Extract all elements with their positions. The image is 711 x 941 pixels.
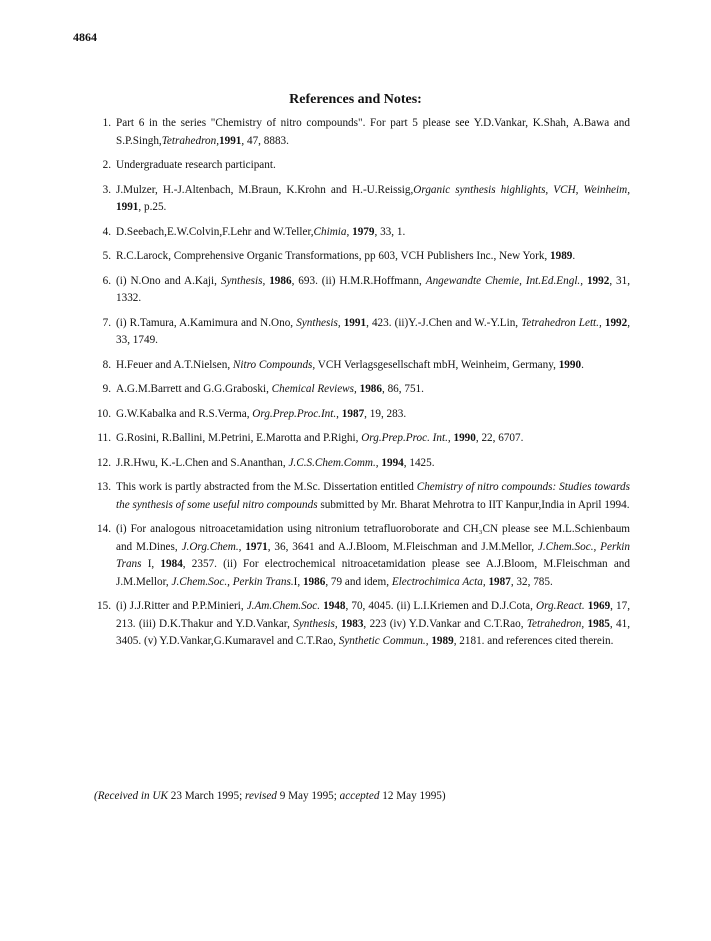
reference-text-segment: Synthesis, — [293, 617, 338, 630]
reference-item — [94, 479, 630, 514]
reference-text-segment: , 36, 3641 and A.J.Bloom, M.Fleischman and J.M.Mellor, — [267, 540, 538, 553]
reference-text-segment: , 423. (ii)Y.-J.Chen and W.-Y.Lin, — [366, 316, 522, 329]
reference-text-segment: , 2181. and references cited therein. — [453, 635, 614, 647]
reference-body — [116, 479, 630, 514]
reference-text-segment: , 79 and idem, — [325, 575, 392, 588]
reference-text-segment: 1992 — [586, 274, 610, 287]
reference-text-segment: Synthesis, — [220, 274, 266, 287]
reference-body — [116, 248, 630, 266]
reference-text-segment: . — [572, 250, 576, 262]
reference-text-segment: Tetrahedron Lett., — [521, 316, 602, 329]
reference-body — [116, 224, 630, 242]
reference-text-segment: 1948 — [323, 600, 346, 612]
reference-text-segment: (i) For analogous nitroacetamidation using nitronium tetrafluoroborate and CH₃CN please see M.L.Schienbaum and M.Dines, — [116, 523, 630, 553]
reference-text-segment: , 17, 213. (iii) D.K.Thakur and Y.D.Vankar, — [116, 600, 631, 630]
reference-text-segment: 1990 — [453, 432, 476, 444]
reference-text-segment: 1984 — [160, 558, 183, 570]
reference-text-segment: 12 May 1995) — [379, 790, 446, 802]
reference-body — [116, 455, 630, 473]
reference-body — [116, 182, 630, 217]
reference-text-segment: 1994 — [381, 456, 404, 469]
reference-item — [94, 406, 630, 424]
reference-text-segment: , 41, 3405. (v) Y.D.Vankar,G.Kumaravel and C.T.Rao, — [116, 617, 631, 647]
reference-text-segment: 1987 — [341, 407, 365, 420]
reference-item — [94, 430, 630, 448]
reference-number: 15. — [97, 600, 111, 612]
reference-body — [116, 521, 630, 591]
reference-text-segment: 23 March 1995; — [167, 790, 245, 802]
reference-item — [94, 521, 630, 591]
reference-text-segment: accepted — [339, 790, 380, 802]
reference-text-segment: J.Org.Chem., — [181, 540, 242, 553]
reference-text-segment: J.Mulzer, H.-J.Altenbach, M.Braun, K.Krohn and H.-U.Reissig, — [116, 183, 414, 196]
reference-text-segment: Org.Prep.Proc. Int., — [361, 432, 451, 444]
reference-body — [116, 115, 630, 150]
reference-body — [116, 273, 630, 308]
reference-body — [116, 598, 630, 651]
reference-item — [94, 157, 630, 175]
reference-text-segment: Synthetic Commun., — [338, 635, 429, 647]
reference-text-segment: . — [581, 358, 584, 371]
reference-item — [94, 598, 630, 651]
reference-text-segment: G.Rosini, R.Ballini, M.Petrini, E.Marotta and P.Righi, — [116, 432, 362, 444]
reference-text-segment: , 33, 1749. — [116, 316, 631, 346]
reference-text-segment: , 22, 6707. — [475, 432, 524, 444]
reference-body — [116, 357, 630, 375]
reference-text-segment: (Received in UK — [94, 790, 168, 802]
reference-text-segment: , 47, 8883. — [241, 134, 289, 147]
reference-text-segment: A.G.M.Barrett and G.G.Graboski, — [116, 383, 272, 395]
reference-text-segment: D.Seebach,E.W.Colvin,F.Lehr and W.Teller, — [116, 225, 314, 238]
reference-text-segment: 1983 — [341, 617, 364, 630]
reference-text-segment: I, — [141, 558, 161, 570]
reference-number: 7. — [102, 316, 111, 329]
reference-body — [116, 381, 630, 399]
reference-text-segment: G.W.Kabalka and R.S.Verma, — [116, 407, 253, 420]
reference-text-segment: 1990 — [558, 358, 582, 371]
reference-text-segment: This work is partly abstracted from the M.Sc. Dissertation entitled — [116, 481, 417, 493]
reference-number: 6. — [102, 274, 111, 287]
reference-text-segment: Electrochimica Acta, — [391, 575, 486, 588]
reference-number: 1. — [102, 117, 111, 129]
reference-number: 9. — [102, 383, 111, 395]
reference-item — [94, 381, 630, 399]
reference-text-segment: Org.React. — [536, 600, 585, 612]
references-heading: References and Notes: — [289, 92, 422, 107]
reference-item — [94, 248, 630, 266]
reference-text-segment: Chimia, — [313, 225, 350, 238]
reference-text-segment: 1992 — [604, 316, 628, 329]
reference-text-segment: R.C.Larock, Comprehensive Organic Transformations, pp 603, VCH Publishers Inc., New York, — [116, 250, 551, 262]
reference-text-segment: H.Feuer and A.T.Nielsen, — [116, 358, 233, 371]
reference-item — [94, 357, 630, 375]
reference-text-segment: , 223 (iv) Y.D.Vankar and C.T.Rao, — [363, 617, 527, 630]
reference-number: 5. — [102, 250, 111, 262]
reference-item — [94, 182, 630, 217]
reference-item — [94, 115, 630, 150]
reference-text-segment: I, — [293, 575, 303, 588]
reference-text-segment: revised — [245, 790, 277, 802]
reference-text-segment: 1986 — [359, 383, 382, 395]
reference-text-segment: 1971 — [245, 540, 268, 553]
reference-number: 3. — [102, 183, 111, 196]
reference-text-segment: , 33, 1. — [374, 225, 406, 238]
reference-item — [94, 315, 630, 350]
reference-text-segment: Nitro Compounds, — [232, 358, 316, 371]
reference-text-segment: J.Chem.Soc., Perkin Trans — [116, 540, 630, 570]
reference-number: 11. — [97, 432, 111, 444]
reference-text-segment: (i) R.Tamura, A.Kamimura and N.Ono, — [116, 316, 297, 329]
reference-list — [94, 115, 630, 658]
reference-text-segment: 1989 — [431, 635, 454, 647]
reference-text-segment: (i) N.Ono and A.Kaji, — [116, 274, 221, 287]
reference-text-segment: Org.Prep.Proc.Int., — [252, 407, 339, 420]
reference-number: 12. — [97, 456, 111, 469]
reference-number: 2. — [102, 159, 111, 171]
reference-text-segment: , 32, 785. — [510, 575, 553, 588]
reference-item — [94, 273, 630, 308]
reference-text-segment: Chemistry of nitro compounds: Studies towards the synthesis of some useful nitro compounds — [116, 481, 631, 511]
reference-text-segment: , 86, 751. — [381, 383, 424, 395]
reference-text-segment: 1991 — [343, 316, 367, 329]
reference-text-segment: 1986 — [269, 274, 292, 287]
reference-text-segment: 1991 — [116, 201, 139, 213]
reference-text-segment: Chemical Reviews, — [271, 383, 357, 395]
reference-body — [116, 315, 630, 350]
reference-text-segment: 9 May 1995; — [276, 790, 340, 802]
page-number: 4864 — [73, 30, 97, 44]
reference-text-segment: 1985 — [587, 617, 610, 630]
reference-text-segment: J.Am.Chem.Soc. — [246, 600, 321, 612]
reference-text-segment: 1987 — [488, 575, 511, 588]
reference-text-segment: submitted by Mr. Bharat Mehrotra to IIT Kanpur,India in April 1994. — [317, 498, 630, 511]
reference-number: 10. — [97, 407, 111, 420]
reference-text-segment: J.C.S.Chem.Comm., — [288, 456, 379, 469]
reference-text-segment: , 693. (ii) H.M.R.Hoffmann, — [291, 274, 426, 287]
reference-body — [116, 157, 630, 175]
reference-text-segment: , 70, 4045. (ii) L.I.Kriemen and D.J.Cota, — [345, 600, 537, 612]
reference-text-segment: 1991 — [219, 134, 242, 147]
reference-number: 13. — [97, 481, 111, 493]
reference-number: 4. — [102, 225, 111, 238]
reference-text-segment: J.R.Hwu, K.-L.Chen and S.Ananthan, — [116, 456, 289, 469]
reference-text-segment: J.Chem.Soc., Perkin Trans. — [171, 575, 294, 588]
reference-text-segment: , 1425. — [403, 456, 435, 469]
reference-text-segment: 1979 — [352, 225, 375, 238]
reference-text-segment: , 31, 1332. — [116, 274, 631, 304]
reference-text-segment: Tetrahedron, — [526, 617, 585, 630]
reference-text-segment: Undergraduate research participant. — [116, 159, 276, 171]
reference-item — [94, 224, 630, 242]
reference-body — [116, 430, 630, 448]
reference-text-segment: , p.25. — [138, 201, 167, 213]
reference-text-segment: Synthesis, — [296, 316, 341, 329]
reference-number: 8. — [102, 358, 111, 371]
reference-text-segment: 1986 — [302, 575, 326, 588]
reference-text-segment: 1989 — [550, 250, 573, 262]
reference-text-segment: , 19, 283. — [364, 407, 407, 420]
reference-text-segment: Tetrahedron, — [161, 134, 220, 147]
reference-number: 14. — [97, 523, 111, 535]
reference-text-segment: Part 6 in the series "Chemistry of nitro compounds". For part 5 please see Y.D.Vankar, K.Shah, A.Bawa and S.P.Singh, — [116, 117, 630, 147]
received-dates-note — [94, 790, 446, 802]
reference-text-segment: (i) J.J.Ritter and P.P.Minieri, — [116, 600, 247, 612]
reference-text-segment: VCH Verlagsgesellschaft mbH, Weinheim, Germany, — [315, 358, 559, 371]
reference-text-segment: , 2357. (ii) For electrochemical nitroacetamidation please see A.J.Bloom, M.Fleischman and J.M.Mellor, — [116, 558, 630, 588]
reference-item — [94, 455, 630, 473]
reference-text-segment: 1969 — [587, 600, 611, 612]
reference-text-segment: Angewandte Chemie, Int.Ed.Engl., — [425, 274, 584, 287]
reference-body — [116, 406, 630, 424]
reference-text-segment: Organic synthesis highlights, VCH, Weinheim, — [413, 183, 630, 196]
